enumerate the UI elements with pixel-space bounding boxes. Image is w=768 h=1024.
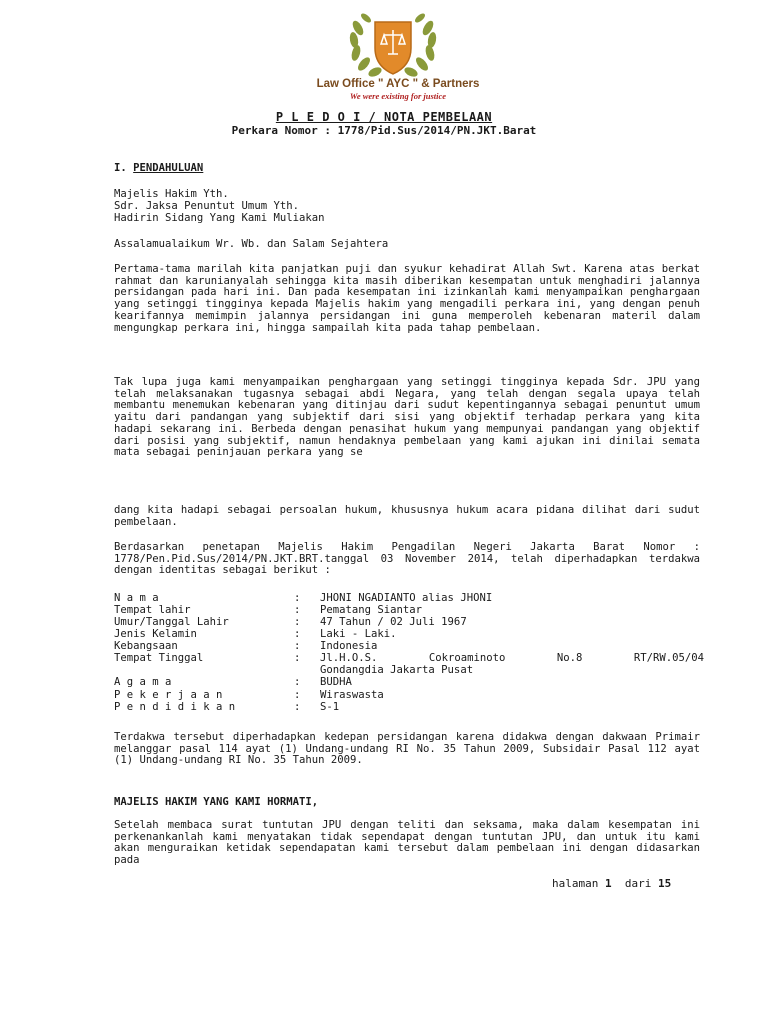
paragraph: dang kita hadapi sebagai persoalan hukum, khususnya hukum acara pidana dilihat dari sudut pembelaan. [114,504,700,528]
address-line1 [320,652,704,664]
shield-laurel-icon [344,8,442,84]
greeting: Assalamualaikum Wr. Wb. dan Salam Sejahtera [114,238,389,250]
identity-separator: : [294,592,301,604]
paragraph: Terdakwa tersebut diperhadapkan kedepan persidangan karena didakwa dengan dakwaan Primair melanggar pasal 114 ayat (1) Undang-undang RI No. 35 Tahun 2009, Subsidair Pasal 112 ayat (1) Undang-undang RI No. 35 Tahun 2009. [114,731,700,767]
identity-separator: : [294,688,301,701]
identity-row [114,640,714,652]
identity-separator: : [294,676,301,689]
page-footer [552,877,671,890]
section-title: PENDAHULUAN [133,162,204,174]
of-label: dari [624,877,652,890]
total-pages: 15 [657,877,672,890]
identity-value: BUDHA [320,676,352,689]
address-part: Cokroaminoto [428,652,506,665]
identity-row [114,652,714,676]
identity-row [114,616,714,628]
firm-tagline: We were existing for justice [349,91,447,101]
paragraph: Pertama-tama marilah kita panjatkan puji dan syukur kehadirat Allah Swt. Karena atas berkat rahmat dan karunianyalah sehingga kita masih diberikan kesempatan untuk menghadiri jalannya persidangan pada hari ini. Dan pada kesempatan ini izinkanlah kami menyampaikan penghargaan yang setinggi tingginya kepada Majelis hakim yang mengadili perkara ini, yang dengan penuh kearifannya memimpin jalannya persidangan ini guna memperoleh kebenaran materil dalam mengungkap perkara ini, hingga sampailah kita pada tahap pembelaan. [114,263,700,334]
salutation-line: Hadirin Sidang Yang Kami Muliakan [114,212,325,224]
section-number: I. [114,162,127,174]
identity-row [114,628,714,640]
paragraph: Tak lupa juga kami menyampaikan penghargaan yang setinggi tingginya kepada Sdr. JPU yang telah melaksanakan tugasnya sebagai abdi Negara, yang telah dengan segala upaya telah membantu menemukan kebenaran yang ditinjau dari sudut kepentingannya sebagai penuntut umum yaitu dari pandangan yang subjektif dari sisi yang objektif terhadap perkara yang kita hadapi sekarang ini. Berbeda dengan penasihat hukum yang mempunyai pandangan yang objektif dari posisi yang subjektif, namun hendaknya pembelaan yang kami ajukan ini dinilai semata mata sebagai peninjauan perkara yang se [114,376,700,459]
identity-value: Indonesia [320,640,378,653]
identity-label: Jenis Kelamin [114,628,197,641]
identity-value: S-1 [320,700,340,713]
identity-separator: : [294,640,301,653]
address-line2: Gondangdia Jakarta Pusat [320,664,474,677]
firm-logo [344,8,442,84]
identity-value: Laki - Laki. [320,628,397,641]
identity-row [114,592,714,604]
identity-label: P e k e r j a a n [114,688,223,701]
identity-label: A g a m a [114,676,172,689]
identity-row [114,676,714,688]
salutation-line: Sdr. Jaksa Penuntut Umum Yth. [114,200,299,212]
firm-name: Law Office " AYC " & Partners [316,78,480,90]
paragraph: Berdasarkan penetapan Majelis Hakim Pengadilan Negeri Jakarta Barat Nomor : 1778/Pen.Pid.Sus/2014/PN.JKT.BRT.tanggal 03 November 2014, telah diperhadapkan terdakwa dengan identitas sebagai berikut : [114,541,700,577]
identity-separator: : [294,616,301,629]
identity-label: Tempat lahir [114,604,191,617]
page-number: 1 [604,877,612,890]
salutation-line: Majelis Hakim Yth. [114,188,229,200]
section-heading [114,162,203,174]
identity-separator: : [294,628,301,641]
identity-value [320,652,714,676]
identity-label: Umur/Tanggal Lahir [114,616,229,629]
document-title: P L E D O I / NOTA PEMBELAAN [275,110,493,124]
identity-label: Tempat Tinggal [114,652,204,665]
identity-separator: : [294,700,301,713]
identity-value: Wiraswasta [320,688,384,701]
identity-table [114,592,714,713]
case-number: Perkara Nomor : 1778/Pid.Sus/2014/PN.JKT.Barat [231,124,537,137]
identity-value: JHONI NGADIANTO alias JHONI [320,592,493,604]
identity-label: P e n d i d i k a n [114,700,236,713]
identity-row [114,701,714,713]
section-heading-2: MAJELIS HAKIM YANG KAMI HORMATI, [114,796,319,808]
identity-label: N a m a [114,592,159,604]
identity-row [114,689,714,701]
identity-separator: : [294,604,301,617]
address-part: Jl.H.O.S. [320,652,378,665]
identity-row [114,604,714,616]
identity-separator: : [294,652,301,665]
page-label: halaman [552,877,599,890]
identity-value: Pematang Siantar [320,604,423,617]
paragraph: Setelah membaca surat tuntutan JPU dengan teliti dan seksama, maka dalam kesempatan ini perkenankanlah kami menyatakan tidak sependapat dengan tuntutan JPU, dan untuk itu kami akan menguraikan ketidak sependapatan kami tersebut dalam pembelaan ini dengan didasarkan pada [114,819,700,867]
address-part: RT/RW.05/04 [633,652,704,665]
identity-label: Kebangsaan [114,640,178,653]
identity-value: 47 Tahun / 02 Juli 1967 [320,616,467,629]
address-part: No.8 [556,652,583,665]
